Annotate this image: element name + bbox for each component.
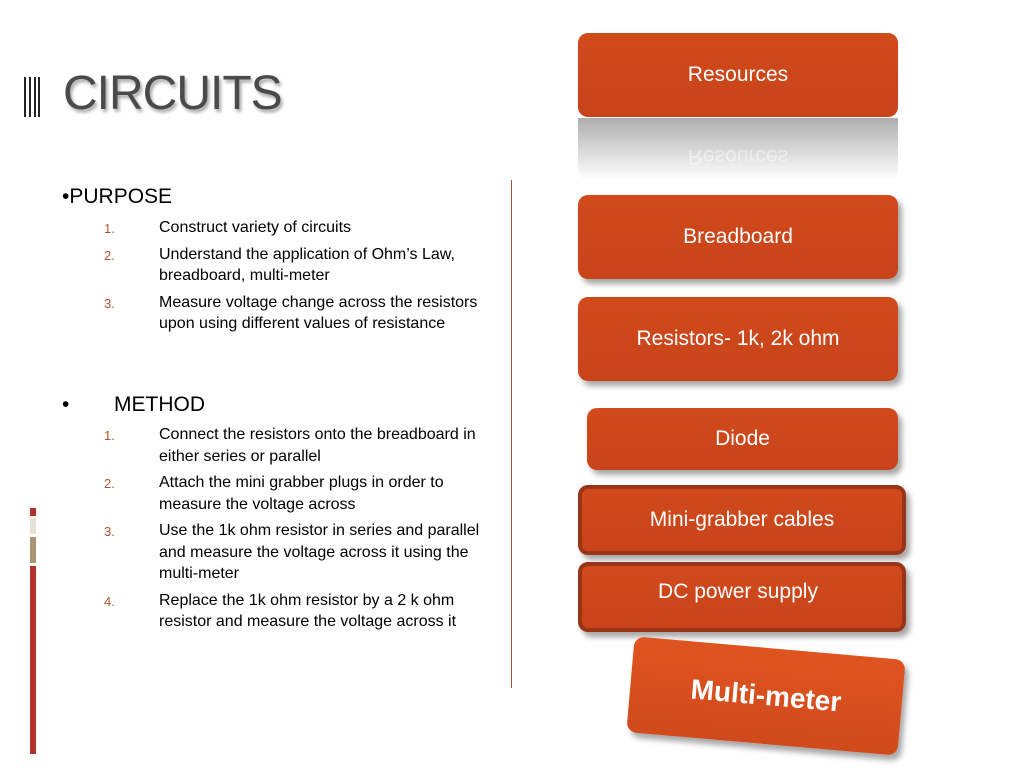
- resource-multi-meter: Multi-meter: [626, 636, 905, 755]
- resource-breadboard: Breadboard: [578, 195, 898, 279]
- list-item: [104, 520, 499, 585]
- purpose-heading: •PURPOSE: [62, 185, 173, 208]
- title-bars-decoration: [24, 77, 40, 117]
- list-text: Measure voltage change across the resistors upon using different values of resistance: [159, 293, 478, 332]
- resource-diode: Diode: [587, 408, 898, 470]
- method-list: [104, 424, 499, 638]
- reflection-text: Resources: [687, 145, 789, 168]
- method-heading: METHOD: [114, 393, 205, 416]
- list-number: 2.: [104, 476, 115, 491]
- purpose-list: [104, 217, 499, 340]
- list-text: Attach the mini grabber plugs in order to measure the voltage across: [159, 474, 444, 513]
- list-number: 4.: [104, 593, 115, 609]
- list-item: [104, 292, 499, 335]
- list-number: 3.: [104, 295, 115, 311]
- list-item: [104, 424, 499, 467]
- resources-reflection: [578, 118, 898, 180]
- list-text: Replace the 1k ohm resistor by a 2 k ohm resistor and measure the voltage across it: [159, 591, 457, 630]
- list-text: Use the 1k ohm resistor in series and parallel and measure the voltage across it using the multi-meter: [159, 522, 480, 582]
- list-number: 1.: [104, 428, 115, 443]
- list-text: Understand the application of Ohm’s Law, breadboard, multi-meter: [159, 245, 455, 284]
- list-item: [104, 590, 499, 633]
- resources-header-box: Resources: [578, 33, 898, 117]
- content-divider: [511, 180, 512, 688]
- list-text: Construct variety of circuits: [159, 219, 352, 236]
- resource-resistors: Resistors- 1k, 2k ohm: [578, 297, 898, 381]
- list-item: [104, 472, 499, 515]
- list-number: 1.: [104, 221, 115, 236]
- list-number: 2.: [104, 247, 115, 263]
- resource-dc-power-supply: DC power supply: [578, 562, 906, 632]
- list-item: [104, 244, 499, 287]
- list-item: [104, 217, 499, 239]
- resource-mini-grabber-cables: Mini-grabber cables: [578, 485, 906, 555]
- list-text: Connect the resistors onto the breadboard in either series or parallel: [159, 426, 476, 465]
- page-title: CIRCUITS: [63, 67, 282, 120]
- list-number: 3.: [104, 524, 115, 539]
- method-bullet: •: [62, 393, 70, 416]
